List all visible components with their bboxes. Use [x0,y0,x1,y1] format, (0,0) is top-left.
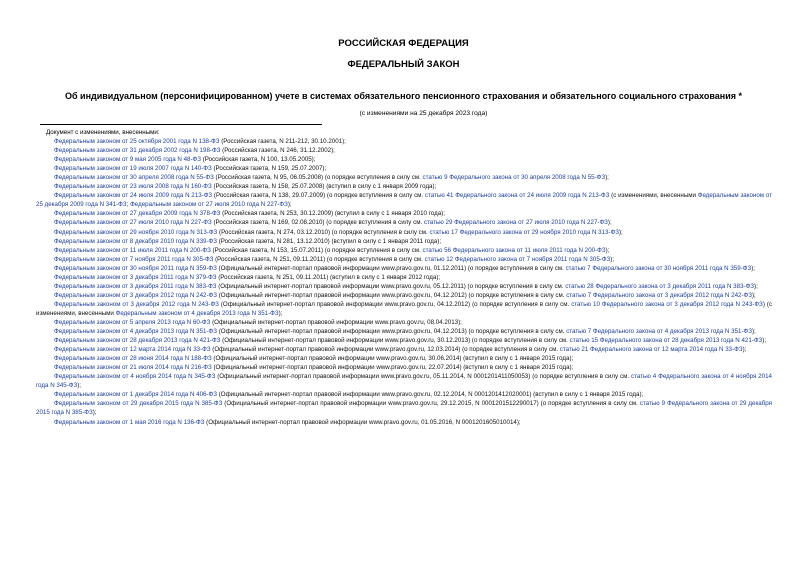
publication-note: ); [287,201,292,209]
publication-note: (Российская газета, N 158, 25.07.2008) (вступил в силу с 1 января 2009 года); [211,183,437,191]
publication-note: (Российская газета, N 251, 09.11.2011) (вступил в силу с 1 января 2012 года); [216,273,441,281]
amendment-entry [36,137,772,146]
publication-note: ); [619,228,623,236]
publication-note: ) (с изменениями, внесенными [36,300,772,317]
law-reference-link[interactable]: статью 56 Федерального закона от 11 июля 2011 года N 200-ФЗ [422,246,606,254]
amendment-entry [36,209,772,218]
history-intro: Документ с изменениями, внесенными: [46,129,160,136]
law-reference-link[interactable]: статью 9 Федерального закона от 29 декабря 2015 года N 385-ФЗ [36,400,772,417]
law-reference-link[interactable]: Федеральным законом от 4 декабря 2013 года N 351-ФЗ [54,328,217,336]
publication-note: ); [605,174,609,182]
amendment-entry [36,255,772,264]
law-title: Об индивидуальном (персонифицированном) учете в системах обязательного пенсионного страхования и обязательного социального страхования * [65,91,742,101]
publication-note: (Официальный интернет-портал правовой информации www.pravo.gov.ru, 05.11.2014, N 0001201411050053) (о порядке вступления в силу см. [215,373,632,381]
publication-note: (Российская газета, N 153, 15.07.2011) (о порядке вступления в силу см. [210,246,423,254]
publication-note: ); [610,255,615,263]
amendment-entry [36,164,772,173]
publication-note: ); [762,337,767,345]
law-reference-link[interactable]: Федеральным законом от 9 мая 2005 года N 48-ФЗ [54,156,201,164]
publication-note: (Официальный интернет-портал правовой информации www.pravo.gov.ru, 22.07.2014) (вступил в силу с 1 января 2015 года); [211,364,574,372]
law-reference-link[interactable]: Федеральным законом от 27 июля 2010 года N 227-ФЗ [130,201,288,209]
amendment-entry [36,191,772,209]
amendment-entry [36,291,772,300]
law-reference-link[interactable]: Федеральным законом от 30 ноября 2011 года N 359-ФЗ [54,264,217,272]
amendment-entry [36,182,772,191]
country-heading: РОССИЙСКАЯ ФЕДЕРАЦИЯ [338,38,469,49]
amendment-entry [36,372,772,390]
law-reference-link[interactable]: статью 7 Федерального закона от 30 ноября 2011 года N 359-ФЗ [565,264,752,272]
law-reference-link[interactable]: Федеральным законом от 30 апреля 2008 года N 55-ФЗ [54,174,214,182]
amendment-entry [36,390,772,399]
law-reference-link[interactable]: статью 12 Федерального закона от 7 ноября 2011 года N 305-ФЗ [424,255,611,263]
publication-note: (Российская газета, N 100, 13.05.2005); [200,156,316,164]
publication-note: ); [605,246,610,254]
amendment-history [36,128,772,427]
amendment-entry [36,282,772,291]
amendment-entry [36,146,772,155]
publication-note: (с изменениями, внесенными [609,192,698,200]
publication-note: (Российская газета, N 274, 03.12.2010) (о порядке вступления в силу см. [217,228,430,236]
revision-status: (с изменениями на 25 декабря 2023 года) [359,110,488,117]
amendment-entry [36,273,772,282]
law-reference-link[interactable]: Федеральным законом от 3 декабря 2012 года N 242-ФЗ [54,291,217,299]
publication-note: (Российская газета, N 95, 06.05.2008) (о порядке вступления в силу см. [213,174,423,182]
law-reference-link[interactable]: Федеральным законом от 3 декабря 2011 года N 379-ФЗ [54,273,217,281]
law-reference-link[interactable]: Федеральным законом от 31 декабря 2002 года N 198-ФЗ [54,147,221,155]
law-reference-link[interactable]: статью 9 Федерального закона от 30 апреля 2008 года N 55-ФЗ [422,174,606,182]
amendment-entry [36,237,772,246]
publication-note: ); [751,264,755,272]
amendment-entry [36,418,772,427]
publication-note: ); [751,291,756,299]
amendment-entry [36,300,772,318]
law-reference-link[interactable]: Федеральным законом от 28 декабря 2013 года N 421-ФЗ [54,337,221,345]
amendment-entry [36,327,772,336]
publication-note: (Российская газета, N 281, 13.12.2010) (вступил в силу с 1 января 2011 года); [216,237,442,245]
publication-note: (Официальный интернет-портал правовой информации www.pravo.gov.ru, 02.12.2014, N 0001201412020001) (вступил в силу с 1 января 2015 года); [216,391,644,399]
amendment-entry [36,246,772,255]
law-reference-link[interactable]: Федеральным законом от 3 декабря 2012 года N 243-ФЗ [54,300,219,308]
amendment-entry [36,345,772,354]
amendment-list [36,137,772,427]
publication-note: (Российская газета, N 138, 29.07.2009) (о порядке вступления в силу см. [212,192,425,200]
law-reference-link[interactable]: Федеральным законом от 23 июля 2008 года N 160-ФЗ [54,183,212,191]
amendment-entry [36,218,772,227]
publication-note: (Официальный интернет-портал правовой информации www.pravo.gov.ru, 30.06.2014) (вступил в силу с 1 января 2015 года); [211,355,574,363]
law-reference-link[interactable]: Федеральным законом от 11 июля 2011 года N 200-ФЗ [54,246,211,254]
publication-note: (Российская газета, N 169, 02.08.2010) (о порядке вступления в силу см. [211,219,424,227]
publication-note: (Официальный интернет-портал правовой информации www.pravo.gov.ru, 04.12.2013) (о порядке вступления в силу см. [216,328,567,336]
law-reference-link[interactable]: Федеральным законом от 4 ноября 2014 года N 345-ФЗ [54,373,216,381]
law-reference-link[interactable]: Федеральным законом от 5 апреля 2013 года N 60-ФЗ [54,318,211,326]
publication-note: (Российская газета, N 251, 09.11.2011) (о порядке вступления в силу см. [213,255,425,263]
law-reference-link[interactable]: статью 28 Федерального закона от 3 декабря 2011 года N 383-ФЗ [565,282,755,290]
law-reference-link[interactable]: статью 7 Федерального закона от 3 декабря 2012 года N 242-ФЗ [566,291,752,299]
law-reference-link[interactable]: Федеральным законом от 25 октября 2001 года N 138-ФЗ [54,138,220,146]
amendment-entry [36,264,772,273]
law-reference-link[interactable]: Федеральным законом от 24 июля 2009 года N 213-ФЗ [54,192,213,200]
publication-note: (Официальный интернет-портал правовой информации www.pravo.gov.ru, 12.03.2014) (о порядке вступления в силу см. [210,346,560,354]
law-reference-link[interactable]: Федеральным законом от 27 июля 2010 года N 227-ФЗ [54,219,212,227]
amendment-entry [36,354,772,363]
publication-note: (Официальный интернет-портал правовой информации www.pravo.gov.ru, 08.04.2013); [210,318,462,326]
publication-note: (Официальный интернет-портал правовой информации www.pravo.gov.ru, 04.12.2012) (о порядке вступления в силу см. [218,300,572,308]
publication-note: (Официальный интернет-портал правовой информации www.pravo.gov.ru, 29.12.2015, N 0001201512290017) (о порядке вступления в силу см. [222,400,640,408]
amendment-entry [36,363,772,372]
amendment-entry [36,399,772,417]
publication-note: (Российская газета, N 159, 25.07.2007); [211,165,327,173]
amendment-entry [36,228,772,237]
law-reference-link[interactable]: статью 17 Федерального закона от 29 ноября 2010 года N 313-ФЗ [429,228,619,236]
publication-note: (Официальный интернет-портал правовой информации www.pravo.gov.ru, 01.05.2016, N 0001201605010014); [204,418,521,426]
law-kind-heading: ФЕДЕРАЛЬНЫЙ ЗАКОН [347,59,460,70]
publication-note: (Официальный интернет-портал правовой информации www.pravo.gov.ru, 01.12.2011) (о порядке вступления в силу см. [216,264,566,272]
law-reference-link[interactable]: Федеральным законом от 12 марта 2014 года N 33-ФЗ [54,346,211,354]
publication-note: ; [126,201,131,209]
publication-note: ); [754,282,758,290]
law-reference-link[interactable]: Федеральным законом от 28 июня 2014 года N 188-ФЗ [54,355,212,363]
law-reference-link[interactable]: статью 41 Федерального закона от 24 июля 2009 года N 213-ФЗ [424,192,610,200]
law-reference-link[interactable]: статью 4 Федерального закона от 4 ноября 2014 года N 345-ФЗ [36,373,772,390]
law-reference-link[interactable]: статью 21 Федерального закона от 12 марта 2014 года N 33-ФЗ [559,346,743,354]
publication-note: (Российская газета, N 211-212, 30.10.2001); [219,138,346,146]
law-reference-link[interactable]: Федеральным законом от 3 декабря 2011 года N 383-ФЗ [54,282,217,290]
amendment-entry [36,155,772,164]
publication-note: ); [77,382,81,390]
law-reference-link[interactable]: Федеральным законом от 27 декабря 2009 года N 378-ФЗ [54,210,221,218]
publication-note: (Официальный интернет-портал правовой информации www.pravo.gov.ru, 30.12.2013) (о порядке вступления в силу см. [220,337,570,345]
law-reference-link[interactable]: Федеральным законом от 7 ноября 2011 года N 305-ФЗ [54,255,214,263]
law-reference-link[interactable]: статью 7 Федерального закона от 4 декабря 2013 года N 351-ФЗ [566,328,752,336]
publication-note: ); [278,309,283,317]
amendment-entry [36,173,772,182]
publication-note: ); [92,409,97,417]
law-reference-link[interactable]: Федеральным законом от 25 декабря 2009 года N 341-ФЗ [36,192,772,209]
publication-note: ); [607,219,612,227]
publication-note: (Российская газета, N 253, 30.12.2009) (вступил в силу с 1 января 2010 года); [220,210,445,218]
law-reference-link[interactable]: Федеральным законом от 19 июля 2007 года N 140-ФЗ [54,165,212,173]
divider-line [40,124,322,125]
law-reference-link[interactable]: Федеральным законом от 1 мая 2016 года N 136-ФЗ [54,418,205,426]
law-reference-link[interactable]: Федеральным законом от 21 июля 2014 года N 216-ФЗ [54,364,212,372]
law-reference-link[interactable]: статью 15 Федерального закона от 28 декабря 2013 года N 421-ФЗ [569,337,763,345]
law-reference-link[interactable]: Федеральным законом от 29 декабря 2015 года N 385-ФЗ [54,400,223,408]
amendment-entry [36,318,772,327]
law-reference-link[interactable]: Федеральным законом от 1 декабря 2014 года N 406-ФЗ [54,391,217,399]
law-reference-link[interactable]: Федеральным законом от 29 ноября 2010 года N 313-ФЗ [54,228,218,236]
publication-note: (Российская газета, N 246, 31.12.2002); [220,147,335,155]
publication-note: (Официальный интернет-портал правовой информации www.pravo.gov.ru, 05.12.2011) (о порядке вступления в силу см. [216,282,566,290]
publication-note: (Официальный интернет-портал правовой информации www.pravo.gov.ru, 04.12.2012) (о порядке вступления в силу см. [216,291,567,299]
law-reference-link[interactable]: статью 29 Федерального закона от 27 июля 2010 года N 227-ФЗ [423,219,608,227]
law-reference-link[interactable]: Федеральным законом от 4 декабря 2013 года N 351-ФЗ [115,309,279,317]
publication-note: ); [742,346,747,354]
law-reference-link[interactable]: Федеральным законом от 8 декабря 2010 года N 339-ФЗ [54,237,217,245]
amendment-entry [36,336,772,345]
law-reference-link[interactable]: статью 10 Федерального закона от 3 декабря 2012 года N 243-ФЗ [571,300,763,308]
publication-note: ); [751,328,756,336]
